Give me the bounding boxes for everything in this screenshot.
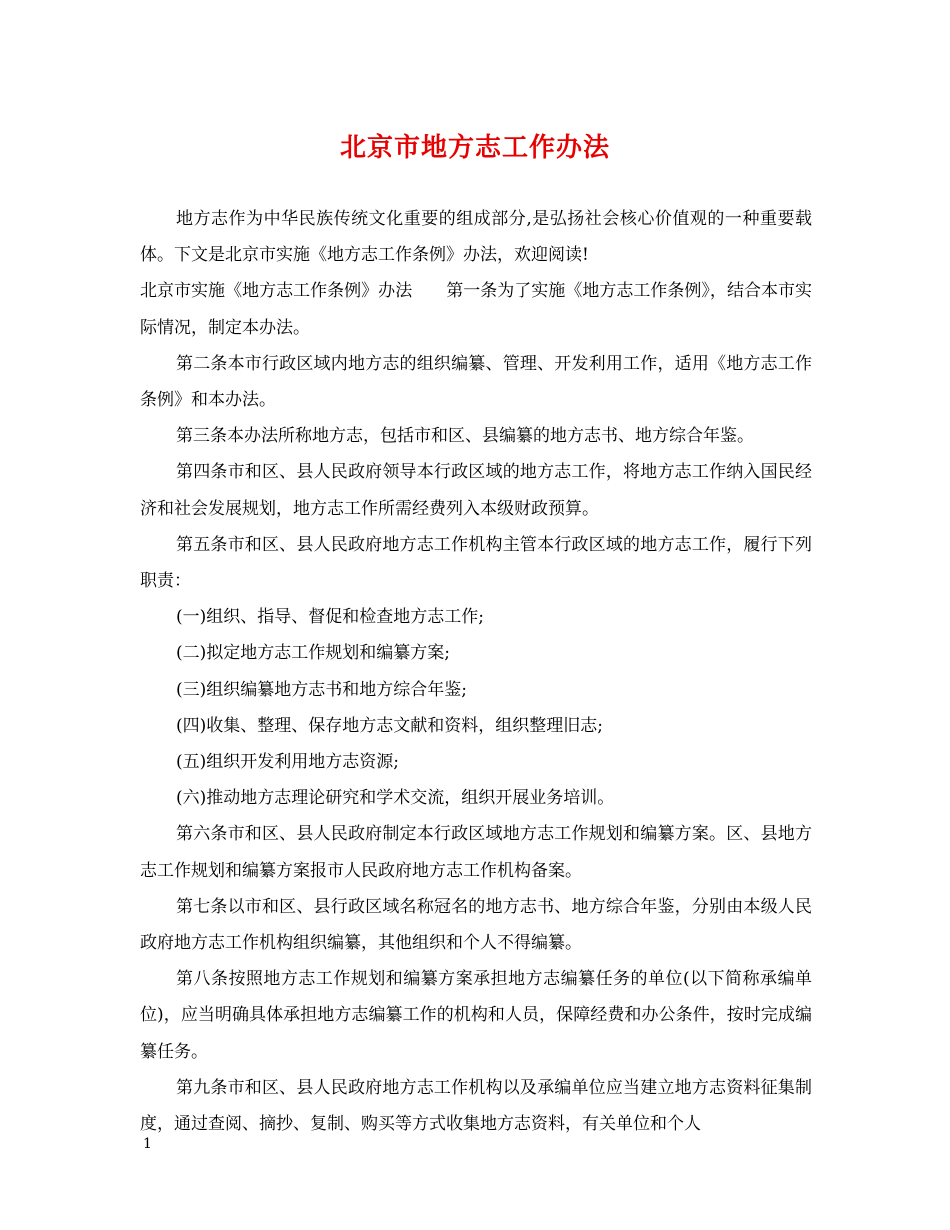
article-2-paragraph: 第二条本市行政区域内地方志的组织编纂、管理、开发利用工作，适用《地方志工作条例》和本办法。 [140,353,812,411]
article-3-paragraph: 第三条本办法所称地方志，包括市和区、县编纂的地方志书、地方综合年鉴。 [176,426,754,447]
document-title: 北京市地方志工作办法 [339,133,610,163]
duty-item-3: (三)组织编纂地方志书和地方综合年鉴; [176,679,467,700]
article-8-paragraph: 第八条按照地方志工作规划和编纂方案承担地方志编纂任务的单位(以下简称承编单位)，应当明确具体承担地方志编纂工作的机构和人员，保障经费和办公条件，按时完成编纂任务。 [140,969,812,1062]
article-4-paragraph: 第四条市和区、县人民政府领导本行政区域的地方志工作，将地方志工作纳入国民经济和社会发展规划，地方志工作所需经费列入本级财政预算。 [140,462,812,519]
article-5-paragraph: 第五条市和区、县人民政府地方志工作机构主管本行政区域的地方志工作，履行下列职责： [140,534,812,592]
duty-item-4: (四)收集、整理、保存地方志文献和资料，组织整理旧志; [176,715,603,736]
duty-item-2: (二)拟定地方志工作规划和编纂方案; [176,643,450,664]
intro-paragraph: 地方志作为中华民族传统文化重要的组成部分,是弘扬社会核心价值观的一种重要载体。下文是北京市实施《地方志工作条例》办法，欢迎阅读! [140,209,812,266]
document-body [140,201,812,1142]
duty-item-1: (一)组织、指导、督促和检查地方志工作; [176,607,484,628]
article-6-paragraph: 第六条市和区、县人民政府制定本行政区域地方志工作规划和编纂方案。区、县地方志工作规划和编纂方案报市人民政府地方志工作机构备案。 [140,824,812,881]
duty-item-5: (五)组织开发利用地方志资源; [176,752,399,773]
article-7-paragraph: 第七条以市和区、县行政区域名称冠名的地方志书、地方综合年鉴，分别由本级人民政府地方志工作机构组织编纂，其他组织和个人不得编纂。 [140,896,812,954]
duty-item-6: (六)推动地方志理论研究和学术交流，组织开展业务培训。 [176,788,615,809]
page-number: 1 [143,1136,152,1152]
article-9-paragraph: 第九条市和区、县人民政府地方志工作机构以及承编单位应当建立地方志资料征集制度，通过查阅、摘抄、复制、购买等方式收集地方志资料，有关单位和个人 [140,1077,812,1135]
article-1-paragraph: 北京市实施《地方志工作条例》办法 第一条为了实施《地方志工作条例》，结合本市实际情况，制定本办法。 [140,281,812,338]
